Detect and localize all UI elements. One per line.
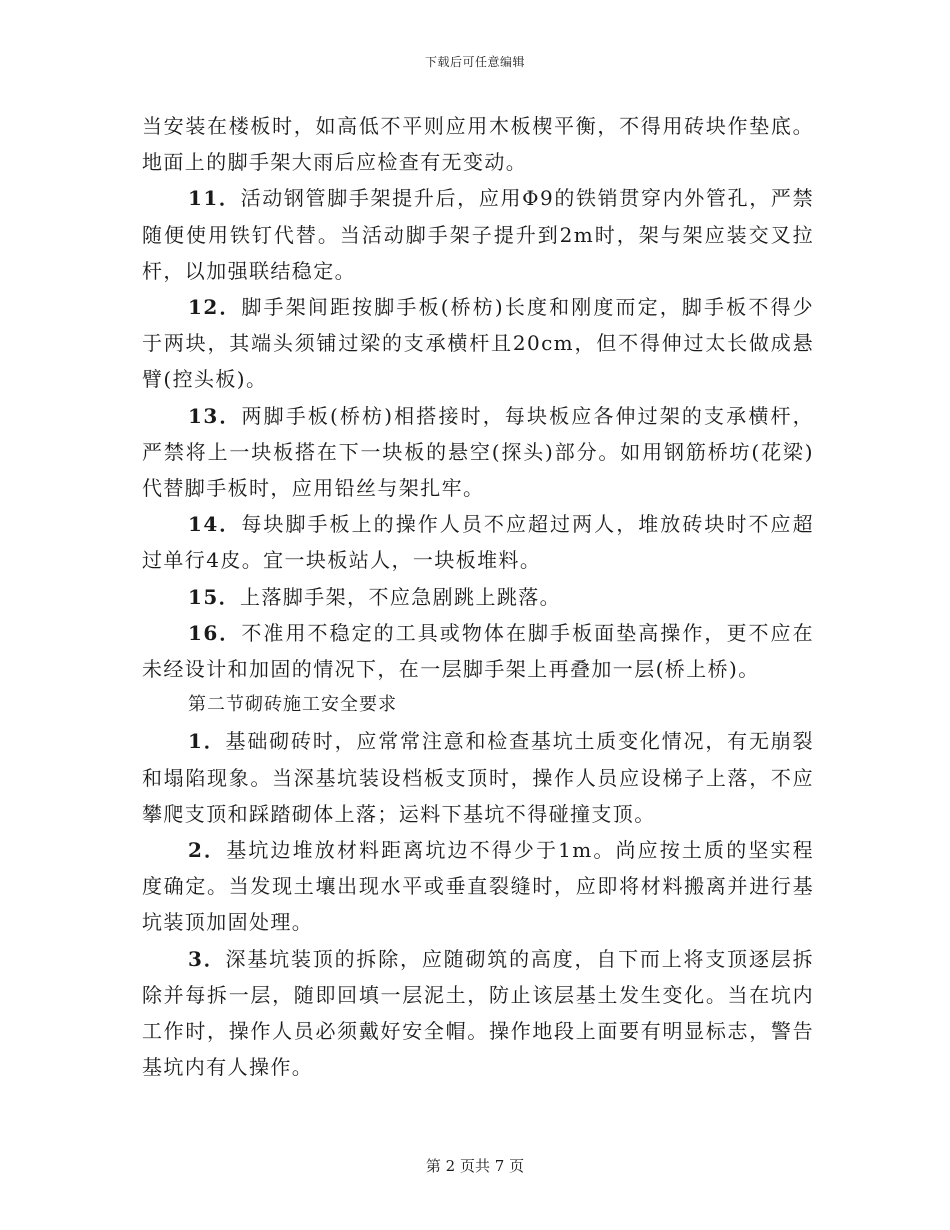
item-number: 3． xyxy=(188,946,226,971)
paragraph-text: 基础砌砖时，应常常注意和检查基坑土质变化情况，有无崩裂和塌陷现象。当深基坑装设档板支顶时，操作人员应设梯子上落，不应攀爬支顶和踩踏砌体上落；运料下基坑不得碰撞支顶。 xyxy=(142,729,814,826)
paragraph-item-13 xyxy=(142,398,814,507)
item-number: 15． xyxy=(188,584,241,609)
paragraph-item-14 xyxy=(142,506,814,578)
paragraph-text: 上落脚手架，不应急剧跳上跳落。 xyxy=(240,584,562,609)
paragraph-item-15 xyxy=(142,579,814,615)
section-heading xyxy=(142,687,814,723)
paragraph-text: 两脚手板(桥枋)相搭接时，每块板应各伸过架的支承横杆，严禁将上一块板搭在下一块板的悬空(探头)部分。如用钢筋桥坊(花梁)代替脚手板时，应用铅丝与架扎牢。 xyxy=(142,403,814,501)
paragraph-text: 深基坑装顶的拆除，应随砌筑的高度，自下而上将支顶逐层拆除并每拆一层，随即回填一层泥土，防止该层基土发生变化。当在坑内工作时，操作人员必须戴好安全帽。操作地段上面要有明显标志，警告基坑内有人操作。 xyxy=(142,946,814,1080)
paragraph-text: 不准用不稳定的工具或物体在脚手板面垫高操作，更不应在未经设计和加固的情况下，在一层脚手架上再叠加一层(桥上桥)。 xyxy=(142,620,814,682)
page-header: 下载后可任意编辑 xyxy=(424,55,525,69)
paragraph-continued xyxy=(142,108,814,180)
paragraph-text: 活动钢管脚手架提升后，应用Φ9的铁销贯穿内外管孔，严禁随便使用铁钉代替。当活动脚手架子提升到2m时，架与架应装交叉拉杆，以加强联结稳定。 xyxy=(142,186,814,283)
item-number: 16． xyxy=(188,620,242,645)
paragraph-item-1 xyxy=(142,723,814,832)
paragraph-item-12 xyxy=(142,289,814,398)
page-footer: 第 2 页共 7 页 xyxy=(425,1157,525,1175)
item-number: 13． xyxy=(188,403,242,428)
item-number: 12． xyxy=(188,295,242,320)
paragraph-text: 每块脚手板上的操作人员不应超过两人，堆放砖块时不应超过单行4皮。宜一块板站人，一块板堆料。 xyxy=(142,512,814,573)
document-body xyxy=(142,108,814,1085)
paragraph-text: 当安装在楼板时，如高低不平则应用木板楔平衡，不得用砖块作垫底。地面上的脚手架大雨后应检查有无变动。 xyxy=(142,114,814,175)
paragraph-item-16 xyxy=(142,615,814,687)
item-number: 2． xyxy=(188,838,227,863)
paragraph-text: 基坑边堆放材料距离坑边不得少于1m。尚应按土质的坚实程度确定。当发现土壤出现水平或垂直裂缝时，应即将材料搬离并进行基坑装顶加固处理。 xyxy=(142,838,814,935)
paragraph-item-11 xyxy=(142,180,814,289)
paragraph-item-3 xyxy=(142,941,814,1086)
item-number: 11． xyxy=(188,186,241,211)
item-number: 14． xyxy=(188,512,242,537)
paragraph-text: 脚手架间距按脚手板(桥枋)长度和刚度而定，脚手板不得少于两块，其端头须铺过梁的支承横杆且20cm，但不得伸过太长做成悬臂(控头板)。 xyxy=(142,295,814,392)
section-title: 第二节砌砖施工安全要求 xyxy=(188,694,397,716)
paragraph-item-2 xyxy=(142,832,814,941)
item-number: 1． xyxy=(188,729,226,754)
